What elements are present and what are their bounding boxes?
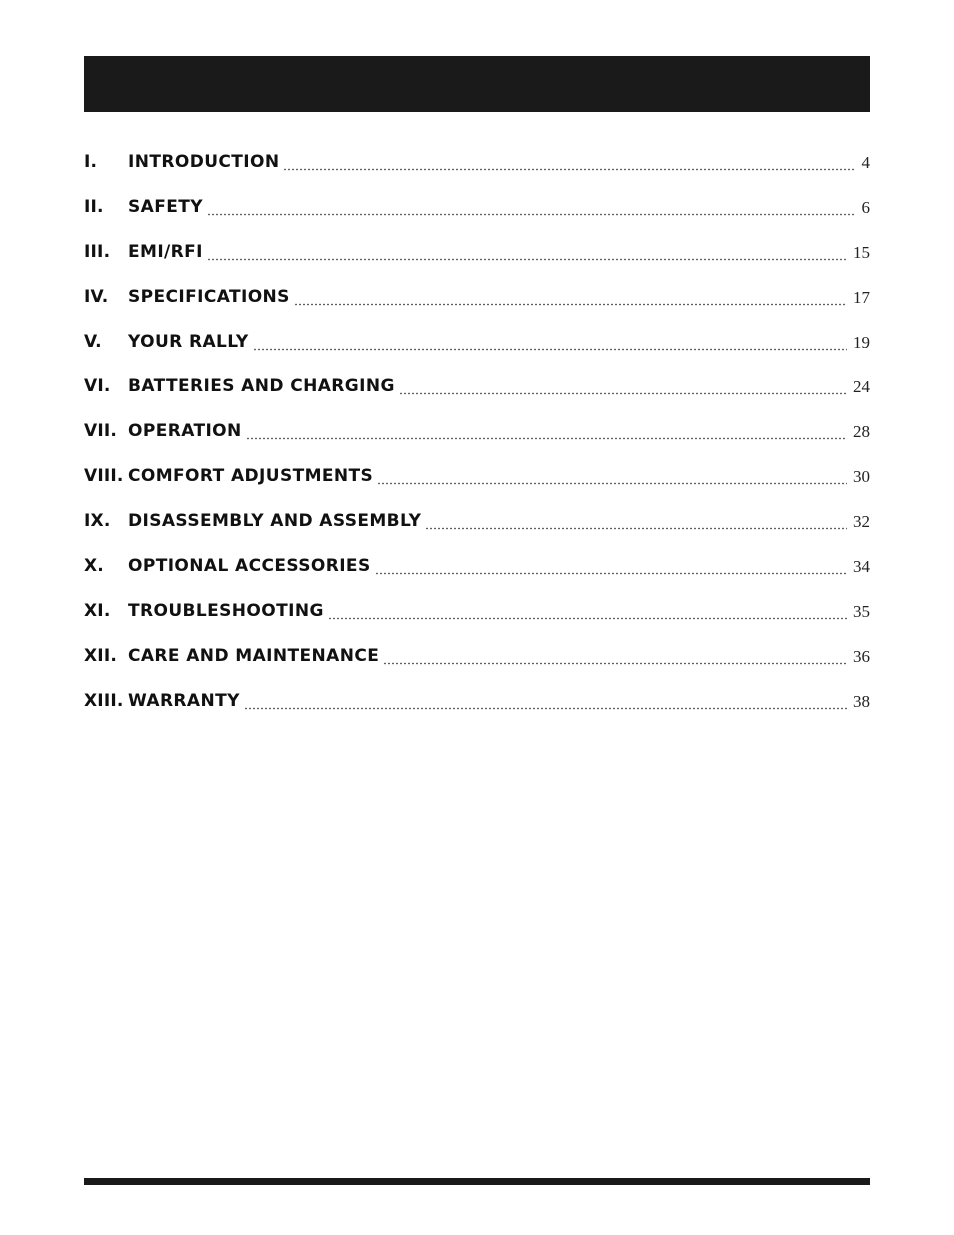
toc-page-number: 36 (853, 646, 870, 666)
dot-leader (328, 597, 847, 625)
dot-leader (246, 417, 847, 445)
toc-page-number: 15 (853, 242, 870, 262)
toc-title: CARE AND MAINTENANCE (128, 645, 380, 666)
toc-title: SPECIFICATIONS (128, 286, 290, 307)
toc-title: BATTERIES AND CHARGING (128, 376, 395, 397)
toc-number: XI. (84, 600, 111, 621)
toc-entry-warranty[interactable] (84, 687, 870, 732)
toc-number: III. (84, 241, 111, 262)
toc-title: YOUR RALLY (128, 331, 249, 352)
toc-number: VII. (84, 421, 118, 442)
toc-entry-disassembly-and-assembly[interactable] (84, 507, 870, 552)
dot-leader (425, 507, 847, 535)
toc-number: IX. (84, 511, 111, 532)
dot-leader (283, 148, 855, 176)
toc-entry-introduction[interactable] (84, 148, 870, 193)
dot-leader (294, 283, 847, 311)
toc-number: XIII. (84, 690, 124, 711)
toc-title: INTRODUCTION (128, 152, 280, 172)
toc-title: COMFORT ADJUSTMENTS (128, 466, 374, 487)
toc-entry-optional-accessories[interactable] (84, 552, 870, 597)
toc-title: TROUBLESHOOTING (128, 600, 324, 621)
toc-page-number: 17 (853, 287, 870, 307)
toc-entry-batteries-and-charging[interactable] (84, 372, 870, 417)
toc-page-number: 6 (861, 197, 870, 217)
header-bar (84, 56, 870, 112)
toc-page-number: 28 (853, 422, 870, 442)
dot-leader (244, 687, 847, 715)
toc-title: DISASSEMBLY AND ASSEMBLY (128, 511, 422, 532)
toc-page-number: 32 (853, 512, 870, 532)
footer-bar (84, 1178, 870, 1185)
toc-number: IV. (84, 286, 109, 307)
toc-number: V. (84, 331, 102, 352)
toc-page-number: 24 (853, 377, 870, 397)
toc-entry-comfort-adjustments[interactable] (84, 462, 870, 507)
toc-page-number: 35 (853, 601, 870, 621)
dot-leader (399, 372, 847, 400)
toc-number: II. (84, 196, 104, 217)
toc-entry-emi-rfi[interactable] (84, 238, 870, 283)
toc-entry-troubleshooting[interactable] (84, 597, 870, 642)
toc-number: X. (84, 556, 104, 577)
toc-entry-operation[interactable] (84, 417, 870, 462)
toc-title: SAFETY (128, 196, 203, 217)
toc-title: OPTIONAL ACCESSORIES (128, 556, 371, 577)
dot-leader (207, 238, 847, 266)
toc-title: EMI/RFI (128, 241, 203, 262)
toc-entry-specifications[interactable] (84, 283, 870, 328)
dot-leader (377, 462, 847, 490)
toc-page-number: 34 (853, 557, 870, 577)
dot-leader (207, 193, 856, 221)
toc-entry-your-rally[interactable] (84, 328, 870, 373)
dot-leader (253, 328, 847, 356)
toc-entry-care-and-maintenance[interactable] (84, 642, 870, 687)
toc-page-number: 19 (853, 332, 870, 352)
toc-number: VIII. (84, 466, 124, 487)
toc-title: WARRANTY (128, 690, 240, 711)
toc-number: I. (84, 152, 98, 172)
table-of-contents (84, 148, 870, 732)
dot-leader (375, 552, 847, 580)
toc-title: OPERATION (128, 421, 242, 442)
toc-number: XII. (84, 645, 118, 666)
dot-leader (383, 642, 847, 670)
toc-number: VI. (84, 376, 111, 397)
toc-page-number: 4 (861, 153, 870, 172)
toc-page-number: 38 (853, 691, 870, 711)
toc-page-number: 30 (853, 467, 870, 487)
toc-entry-safety[interactable] (84, 193, 870, 238)
